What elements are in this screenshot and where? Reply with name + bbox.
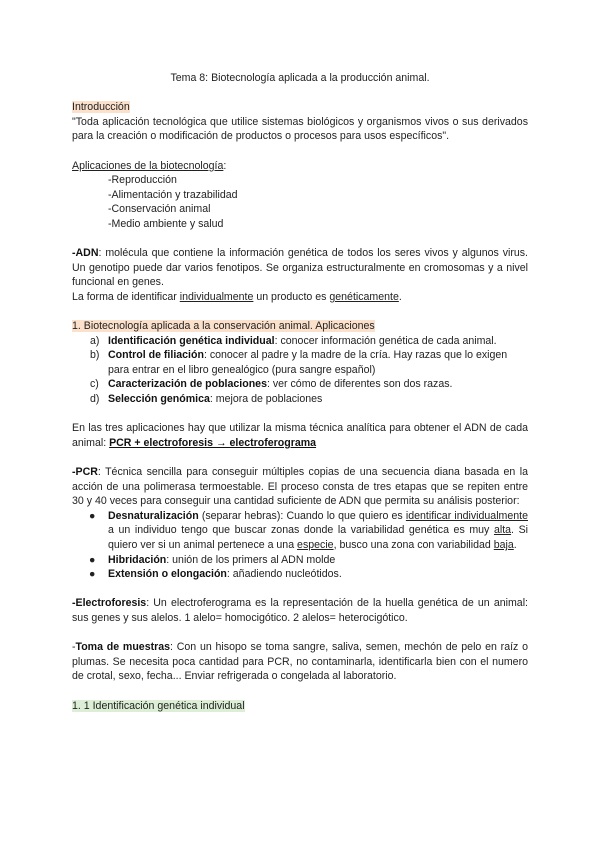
pcr-term: -PCR [72,466,98,479]
intro-heading [72,100,528,115]
section1-list [72,334,528,407]
aplicaciones-item: -Alimentación y trazabilidad [108,188,238,201]
adn-line2-b: un producto es [253,290,330,303]
adn-line2-c: . [398,290,402,303]
list-item-text: : conocer al padre y la madre de la cría. Hay razas que lo exigen para entrar en el libro genealógico (pura sangre español) [108,349,508,376]
list-item-term: Caracterización de poblaciones [108,378,267,391]
bullet-underline: especie [297,539,334,551]
bullet-text: , busco una zona con variabilidad [333,539,494,551]
list-item [72,377,528,392]
bullet-text: . Si quiero ver si un animal pertenece a una [108,524,528,551]
bullet-text: : añadiendo nucleótidos. [226,568,342,581]
section11-heading-text: 1. 1 Identificación genética individual [72,699,245,712]
tecnica-text: En las tres aplicaciones hay que utilizar la misma técnica analítica para obtener el ADN de cada animal: [72,422,528,449]
bullet-term: Extensión o elongación [108,568,227,581]
bullet-text: a un individuo tengo que buscar zonas donde la variabilidad genética es muy [108,524,494,537]
adn-line2-underline-2: genéticamente [329,290,399,303]
document-title: Tema 8: Biotecnología aplicada a la producción animal. [170,72,430,84]
aplicaciones-heading [72,159,528,174]
bullet-text: : unión de los primers al ADN molde [166,553,336,566]
adn-term: -ADN [72,247,99,260]
bullet-term: Hibridación [108,553,167,566]
bullet-underline: baja [493,539,514,551]
aplicaciones-item: -Conservación animal [108,203,211,216]
list-item-term: Identificación genética individual [108,334,275,347]
adn-paragraph [72,246,528,290]
muestras-text: : Con un hisopo se toma sangre, saliva, semen, mechón de pelo en raíz o plumas. Se necesita poca cantidad para PCR, no contaminarla, identificarla bien con el numero de crotal, sexo, fecha... Enviar refrigerada o congelada al laboratorio. [72,641,528,683]
electroforesis-paragraph [72,596,528,625]
aplicaciones-heading-colon: : [223,159,227,172]
list-marker: d) [90,393,100,406]
aplicaciones-heading-text: Aplicaciones de la biotecnología [72,159,224,172]
intro-quote: "Toda aplicación tecnológica que utilice sistemas biológicos y organismos vivos o sus derivados para la creación o modificación de productos o procesos para usos específicos". [72,115,528,143]
muestras-paragraph [72,640,528,684]
intro-heading-text: Introducción [72,101,130,114]
document-body [72,71,528,713]
list-item [72,348,528,377]
section1-heading-text: 1. Biotecnología aplicada a la conservación animal. Aplicaciones [72,320,375,333]
list-item-term: Selección genómica [108,393,210,406]
bullet-text: . [513,539,517,551]
muestras-term: Toma de muestras [75,641,171,654]
adn-line2-underline-1: individualmente [179,290,254,303]
list-marker: b) [90,349,100,362]
pcr-bullets [72,509,528,582]
bullet-term: Desnaturalización [108,509,199,522]
bullet-icon: ● [89,509,96,522]
pcr-text: : Técnica sencilla para conseguir múltiples copias de una secuencia diana basada en la acción de una polimerasa termoestable. El proceso consta de tres etapas que se repiten entre 30 y 40 veces para conseguir una cantidad suficiente de ADN que permita su análisis posterior: [72,466,528,508]
list-item [72,392,528,407]
tecnica-formula: PCR + electroforesis → electroferograma [109,436,317,449]
bullet-icon: ● [89,553,96,566]
adn-line2-a: La forma de identificar [72,290,180,303]
bullet-underline: identificar individualmente [405,509,528,522]
tecnica-paragraph [72,421,528,450]
list-marker: c) [90,378,99,391]
list-item [72,334,528,349]
adn-text: : molécula que contiene la información genética de todos los seres vivos y algunos virus. Un genotipo puede dar varios fenotipos. Se organiza estructuralmente en cromosomas y a nivel funcional en genes. [72,247,528,289]
list-item [72,553,528,568]
list-marker: a) [90,334,100,347]
list-item [72,567,528,582]
pcr-paragraph [72,465,528,509]
adn-line2 [72,290,528,305]
electroforesis-text: : Un electroferograma es la representación de la huella genética de un animal: sus genes y sus alelos. 1 alelo= homocigótico. 2 alelos= heterocigótico. [72,597,528,624]
bullet-underline: alta [493,524,512,537]
list-item-text: : ver cómo de diferentes son dos razas. [266,378,453,391]
list-item-text: : conocer información genética de cada animal. [274,334,497,347]
aplicaciones-item: -Reproducción [108,174,177,187]
bullet-icon: ● [89,568,96,581]
list-item-term: Control de filiación [108,349,204,362]
electroforesis-term: -Electroforesis [72,597,147,610]
muestras-prefix: - [72,641,76,654]
list-item [72,509,528,553]
bullet-text: (separar hebras): Cuando lo que quiero es [198,509,406,522]
section1-heading [72,319,528,334]
list-item-text: : mejora de poblaciones [209,393,323,406]
section11-heading [72,699,528,714]
aplicaciones-item: -Medio ambiente y salud [108,217,224,230]
